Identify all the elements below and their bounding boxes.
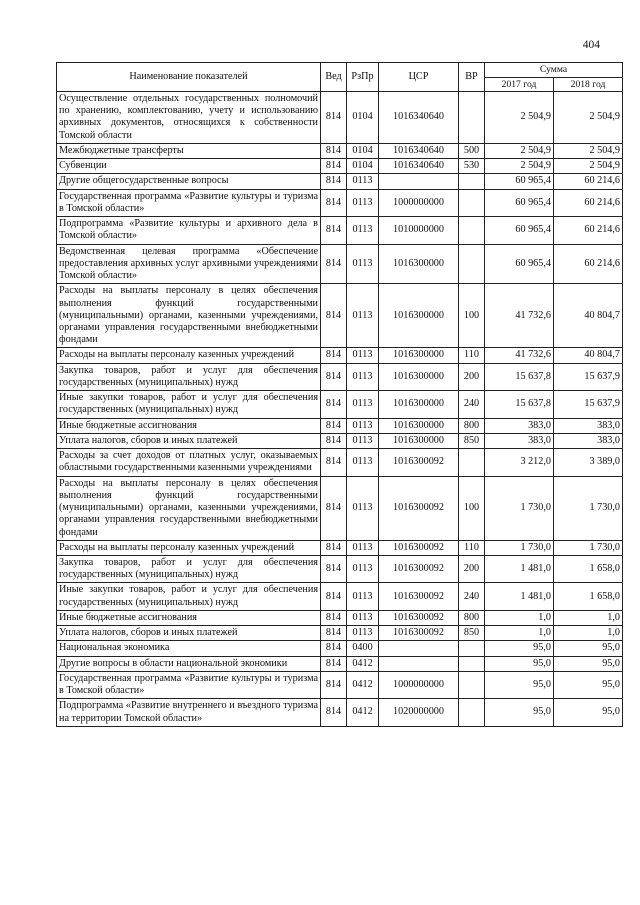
cell-ved: 814 [321,244,347,284]
cell-ved: 814 [321,217,347,244]
cell-2018: 60 214,6 [554,174,623,189]
table-row [57,583,623,610]
cell-ved: 814 [321,699,347,726]
cell-name: Расходы на выплаты персоналу в целях обеспечения выполнения функций государственными (муниципальными) органами, казенными учреждениями, органами управления государственными внебюджетными фондами [57,284,321,348]
cell-2018: 40 804,7 [554,284,623,348]
cell-name: Уплата налогов, сборов и иных платежей [57,626,321,641]
cell-vr [459,656,485,671]
cell-csr: 1016300092 [379,476,459,540]
cell-ved: 814 [321,476,347,540]
table-row [57,476,623,540]
cell-vr [459,174,485,189]
cell-2017: 383,0 [485,433,554,448]
cell-csr: 1016300000 [379,348,459,363]
cell-2018: 15 637,9 [554,363,623,390]
cell-rzpr: 0104 [347,159,379,174]
cell-2017: 1,0 [485,626,554,641]
table-row [57,143,623,158]
cell-name: Закупка товаров, работ и услуг для обеспечения государственных (муниципальных) нужд [57,363,321,390]
cell-2018: 40 804,7 [554,348,623,363]
cell-vr [459,671,485,698]
cell-name: Уплата налогов, сборов и иных платежей [57,433,321,448]
table-row [57,699,623,726]
header-2018: 2018 год [554,77,623,92]
cell-2017: 1 730,0 [485,540,554,555]
header-ved: Вед [321,63,347,92]
cell-2017: 2 504,9 [485,159,554,174]
cell-ved: 814 [321,284,347,348]
cell-csr: 1016300092 [379,610,459,625]
cell-2017: 383,0 [485,418,554,433]
cell-2018: 95,0 [554,641,623,656]
cell-csr: 1000000000 [379,189,459,216]
cell-rzpr: 0113 [347,363,379,390]
cell-name: Иные закупки товаров, работ и услуг для обеспечения государственных (муниципальных) нужд [57,391,321,418]
header-csr: ЦСР [379,63,459,92]
cell-vr: 500 [459,143,485,158]
cell-rzpr: 0113 [347,540,379,555]
cell-2017: 60 965,4 [485,217,554,244]
cell-2018: 1 730,0 [554,476,623,540]
cell-2017: 15 637,8 [485,363,554,390]
cell-csr: 1016300000 [379,244,459,284]
cell-name: Государственная программа «Развитие культуры и туризма в Томской области» [57,671,321,698]
cell-ved: 814 [321,174,347,189]
cell-ved: 814 [321,418,347,433]
cell-rzpr: 0113 [347,391,379,418]
cell-ved: 814 [321,92,347,144]
cell-name: Другие общегосударственные вопросы [57,174,321,189]
cell-csr: 1016300092 [379,540,459,555]
cell-rzpr: 0104 [347,92,379,144]
table-row [57,363,623,390]
cell-2017: 1 481,0 [485,555,554,582]
cell-vr [459,449,485,476]
cell-2017: 2 504,9 [485,143,554,158]
cell-vr: 110 [459,348,485,363]
cell-2017: 95,0 [485,641,554,656]
cell-vr: 200 [459,555,485,582]
table-row [57,540,623,555]
cell-name: Расходы на выплаты персоналу казенных учреждений [57,348,321,363]
cell-name: Межбюджетные трансферты [57,143,321,158]
table-row [57,159,623,174]
cell-2017: 41 732,6 [485,348,554,363]
cell-2018: 15 637,9 [554,391,623,418]
cell-2018: 383,0 [554,418,623,433]
table-row [57,391,623,418]
cell-vr: 530 [459,159,485,174]
cell-name: Субвенции [57,159,321,174]
table-row [57,555,623,582]
cell-vr: 800 [459,610,485,625]
cell-name: Осуществление отдельных государственных полномочий по хранению, комплектованию, учету и использованию архивных документов, относящихся к собственности Томской области [57,92,321,144]
cell-2018: 3 389,0 [554,449,623,476]
cell-rzpr: 0104 [347,143,379,158]
cell-vr [459,641,485,656]
cell-csr: 1016300000 [379,363,459,390]
cell-csr: 1016340640 [379,159,459,174]
cell-2018: 60 214,6 [554,189,623,216]
cell-vr: 240 [459,391,485,418]
cell-ved: 814 [321,348,347,363]
cell-csr [379,656,459,671]
cell-ved: 814 [321,555,347,582]
header-vr: ВР [459,63,485,92]
cell-csr: 1000000000 [379,671,459,698]
cell-2018: 1,0 [554,610,623,625]
cell-2018: 95,0 [554,656,623,671]
table-row [57,641,623,656]
table-row [57,449,623,476]
cell-csr: 1020000000 [379,699,459,726]
cell-2018: 2 504,9 [554,159,623,174]
cell-ved: 814 [321,610,347,625]
cell-vr [459,217,485,244]
cell-ved: 814 [321,433,347,448]
cell-name: Другие вопросы в области национальной экономики [57,656,321,671]
cell-name: Ведомственная целевая программа «Обеспечение предоставления архивных услуг архивными учреждениями Томской области» [57,244,321,284]
cell-rzpr: 0113 [347,348,379,363]
cell-name: Иные закупки товаров, работ и услуг для обеспечения государственных (муниципальных) нужд [57,583,321,610]
cell-ved: 814 [321,363,347,390]
cell-ved: 814 [321,671,347,698]
cell-csr: 1016300000 [379,391,459,418]
cell-2017: 60 965,4 [485,244,554,284]
cell-rzpr: 0113 [347,174,379,189]
cell-name: Расходы на выплаты персоналу в целях обеспечения выполнения функций государственными (муниципальными) органами, казенными учреждениями, органами управления государственными внебюджетными фондами [57,476,321,540]
cell-csr: 1016300000 [379,418,459,433]
cell-rzpr: 0113 [347,476,379,540]
header-name: Наименование показателей [57,63,321,92]
cell-ved: 814 [321,583,347,610]
cell-csr: 1010000000 [379,217,459,244]
cell-2018: 1 730,0 [554,540,623,555]
cell-name: Иные бюджетные ассигнования [57,610,321,625]
cell-csr [379,174,459,189]
cell-rzpr: 0113 [347,433,379,448]
cell-rzpr: 0113 [347,284,379,348]
cell-ved: 814 [321,143,347,158]
table-row [57,656,623,671]
table-row [57,418,623,433]
cell-csr: 1016300092 [379,555,459,582]
cell-vr: 800 [459,418,485,433]
cell-name: Подпрограмма «Развитие внутреннего и въездного туризма на территории Томской области» [57,699,321,726]
cell-ved: 814 [321,391,347,418]
cell-rzpr: 0113 [347,610,379,625]
table-row [57,433,623,448]
table-row [57,610,623,625]
table-row [57,189,623,216]
cell-2017: 15 637,8 [485,391,554,418]
cell-csr: 1016300000 [379,433,459,448]
cell-rzpr: 0113 [347,217,379,244]
cell-csr: 1016300092 [379,626,459,641]
cell-2018: 60 214,6 [554,217,623,244]
cell-2018: 1,0 [554,626,623,641]
budget-table [56,62,623,727]
cell-csr: 1016300092 [379,449,459,476]
cell-rzpr: 0412 [347,656,379,671]
cell-vr: 110 [459,540,485,555]
cell-vr [459,189,485,216]
cell-2017: 95,0 [485,671,554,698]
table-row [57,348,623,363]
cell-2018: 383,0 [554,433,623,448]
cell-ved: 814 [321,159,347,174]
cell-rzpr: 0113 [347,626,379,641]
table-row [57,626,623,641]
header-sum: Сумма [485,63,623,78]
cell-2018: 95,0 [554,699,623,726]
cell-ved: 814 [321,449,347,476]
cell-rzpr: 0113 [347,449,379,476]
cell-2017: 41 732,6 [485,284,554,348]
cell-vr [459,699,485,726]
cell-vr: 100 [459,284,485,348]
cell-2018: 1 658,0 [554,583,623,610]
cell-rzpr: 0113 [347,189,379,216]
cell-ved: 814 [321,626,347,641]
cell-vr: 100 [459,476,485,540]
cell-2017: 95,0 [485,656,554,671]
header-2017: 2017 год [485,77,554,92]
cell-name: Расходы за счет доходов от платных услуг, оказываемых областными государственными казенными учреждениями [57,449,321,476]
table-row [57,284,623,348]
cell-vr: 200 [459,363,485,390]
cell-2017: 1,0 [485,610,554,625]
cell-2017: 1 730,0 [485,476,554,540]
cell-name: Государственная программа «Развитие культуры и туризма в Томской области» [57,189,321,216]
cell-csr: 1016340640 [379,92,459,144]
table-row [57,671,623,698]
cell-csr: 1016340640 [379,143,459,158]
cell-2017: 95,0 [485,699,554,726]
header-rzpr: РзПр [347,63,379,92]
cell-2018: 60 214,6 [554,244,623,284]
cell-vr: 850 [459,433,485,448]
cell-vr [459,92,485,144]
cell-name: Закупка товаров, работ и услуг для обеспечения государственных (муниципальных) нужд [57,555,321,582]
cell-rzpr: 0400 [347,641,379,656]
cell-2018: 2 504,9 [554,143,623,158]
table-row [57,92,623,144]
page-number: 404 [582,39,600,51]
cell-vr: 240 [459,583,485,610]
cell-csr: 1016300092 [379,583,459,610]
cell-2017: 60 965,4 [485,174,554,189]
cell-2017: 2 504,9 [485,92,554,144]
cell-ved: 814 [321,641,347,656]
cell-name: Подпрограмма «Развитие культуры и архивного дела в Томской области» [57,217,321,244]
cell-rzpr: 0113 [347,418,379,433]
cell-2018: 2 504,9 [554,92,623,144]
cell-2017: 1 481,0 [485,583,554,610]
cell-rzpr: 0113 [347,583,379,610]
cell-ved: 814 [321,540,347,555]
cell-ved: 814 [321,656,347,671]
cell-csr [379,641,459,656]
table-header [57,63,623,92]
table-body [57,92,623,727]
cell-rzpr: 0113 [347,555,379,582]
cell-rzpr: 0412 [347,671,379,698]
cell-name: Расходы на выплаты персоналу казенных учреждений [57,540,321,555]
cell-vr: 850 [459,626,485,641]
cell-name: Иные бюджетные ассигнования [57,418,321,433]
cell-vr [459,244,485,284]
cell-name: Национальная экономика [57,641,321,656]
table-row [57,174,623,189]
cell-2018: 1 658,0 [554,555,623,582]
cell-ved: 814 [321,189,347,216]
cell-2017: 3 212,0 [485,449,554,476]
cell-2017: 60 965,4 [485,189,554,216]
cell-rzpr: 0113 [347,244,379,284]
cell-rzpr: 0412 [347,699,379,726]
cell-csr: 1016300000 [379,284,459,348]
table-row [57,217,623,244]
table-row [57,244,623,284]
cell-2018: 95,0 [554,671,623,698]
